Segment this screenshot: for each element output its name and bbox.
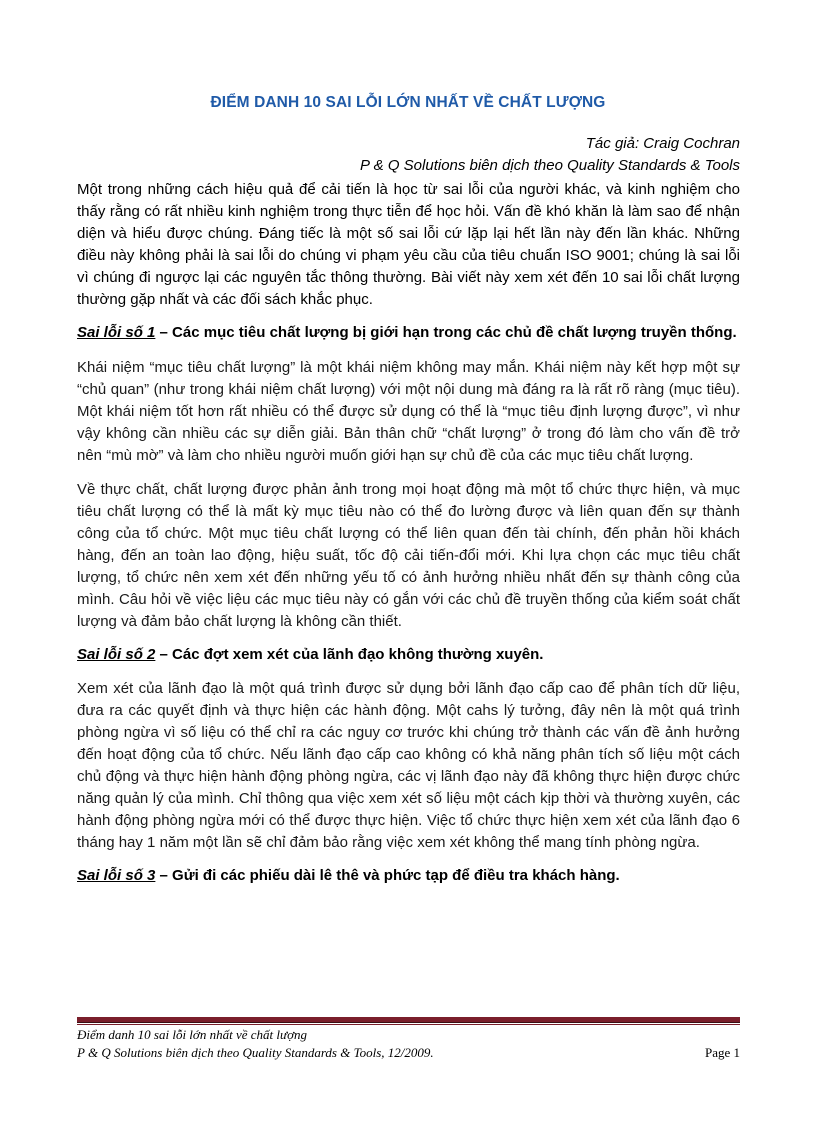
- section-heading-1: [77, 322, 740, 344]
- section-heading-3: [77, 865, 740, 887]
- footer-divider: [77, 1017, 740, 1023]
- body-paragraph: Xem xét của lãnh đạo là một quá trình được sử dụng bởi lãnh đạo cấp cao để phân tích dữ liệu, đưa ra các quyết định và thực hiện các hành động. Một cahs lý tưởng, đây nên là một quá trình phòng ngừa vì số liệu có thể chỉ ra các nguy cơ trước khi chúng trở thành các vấn đề ảnh hưởng đến hoạt động của tổ chức. Nếu lãnh đạo cấp cao không có khả năng phân tích số liệu một cách chủ động và thực hiện hành động phòng ngừa, các vị lãnh đạo này đã không thực hiện được chức năng quản lý của mình. Chỉ thông qua việc xem xét số liệu một cách kịp thời và thường xuyên, các hành động phòng ngừa mới có thể được thực hiện. Việc tổ chức thực hiện xem xét của lãnh đạo 6 tháng hay 1 năm một lần sẽ chỉ đảm bảo rằng việc xem xét không thể mang tính phòng ngừa.: [77, 680, 740, 851]
- intro-paragraph: Một trong những cách hiệu quả để cải tiến là học từ sai lỗi của người khác, và kinh nghiệm cho thấy rằng có rất nhiều kinh nghiệm trong thực tiễn để học hỏi. Vấn đề khó khăn là làm sao để nhận diện và hiểu được chúng. Đáng tiếc là một số sai lỗi cứ lặp lại hết lần này đến lần khác. Những điều này không phải là sai lỗi do chúng vi phạm yêu cầu của tiêu chuẩn ISO 9001; chúng là sai lỗi vì chúng đi ngược lại các nguyên tắc thông thường. Bài viết này xem xét đến 10 sai lỗi chất lượng thường gặp nhất và các đối sách khắc phục.: [77, 181, 740, 308]
- document-title: ĐIỂM DANH 10 SAI LỖI LỚN NHẤT VỀ CHẤT LƯỢNG: [210, 94, 606, 111]
- footer-title: Điểm danh 10 sai lỗi lớn nhất về chất lượng: [77, 1027, 308, 1042]
- document-body: [77, 179, 740, 887]
- page-footer: [77, 1026, 740, 1062]
- section-heading-text: – Gửi đi các phiếu dài lê thê và phức tạp để điều tra khách hàng.: [155, 867, 620, 884]
- section-number: Sai lỗi số 3: [77, 867, 156, 884]
- section-number: Sai lỗi số 2: [77, 646, 156, 663]
- section-heading-text: – Các mục tiêu chất lượng bị giới hạn trong các chủ đề chất lượng truyền thống.: [155, 324, 737, 341]
- translator-line: P & Q Solutions biên dịch theo Quality Standards & Tools: [360, 157, 740, 174]
- section-number: Sai lỗi số 1: [77, 324, 156, 341]
- section-heading-2: [77, 644, 740, 666]
- footer-source: P & Q Solutions biên dịch theo Quality Standards & Tools, 12/2009.: [77, 1045, 434, 1060]
- body-paragraph: Về thực chất, chất lượng được phản ảnh trong mọi hoạt động mà một tổ chức thực hiện, và mục tiêu chất lượng có thể là mất kỳ mục tiêu nào có thể đo lường được và liên quan đến sự thành công của tổ chức. Một mục tiêu chất lượng có thể liên quan đến tài chính, đến phản hồi khách hàng, đến an toàn lao động, hiệu suất, tốc độ cải tiến-đổi mới. Khi lựa chọn các mục tiêu chất lượng, tổ chức nên xem xét đến những yếu tố có ảnh hưởng nhiều nhất đến sự thành công của mình. Câu hỏi về việc liệu các mục tiêu này có gắn với các chủ đề truyền thống của kiểm soát chất lượng và đảm bảo chất lượng là không cần thiết.: [77, 481, 740, 630]
- section-heading-text: – Các đợt xem xét của lãnh đạo không thường xuyên.: [155, 646, 544, 663]
- byline: [220, 133, 740, 177]
- footer-divider-thin: [77, 1024, 740, 1025]
- author-line: Tác giả: Craig Cochran: [585, 135, 740, 152]
- body-paragraph: Khái niệm “mục tiêu chất lượng” là một khái niệm không may mắn. Khái niệm này kết hợp một sự “chủ quan” (như trong khái niệm chất lượng) với một nội dung mà đáng ra là rất rõ ràng (mục tiêu). Một khái niệm tốt hơn rất nhiều có thể được sử dụng có thể là “mục tiêu định lượng được”, vì như vậy không cần nhiều các sự diễn giải. Bản thân chữ “chất lượng” ở trong đó làm cho vấn đề trở nên “mù mờ” và làm cho nhiều người muốn giới hạn sự chủ đề của các mục tiêu chất lượng.: [77, 359, 740, 464]
- page-number: Page 1: [704, 1045, 740, 1060]
